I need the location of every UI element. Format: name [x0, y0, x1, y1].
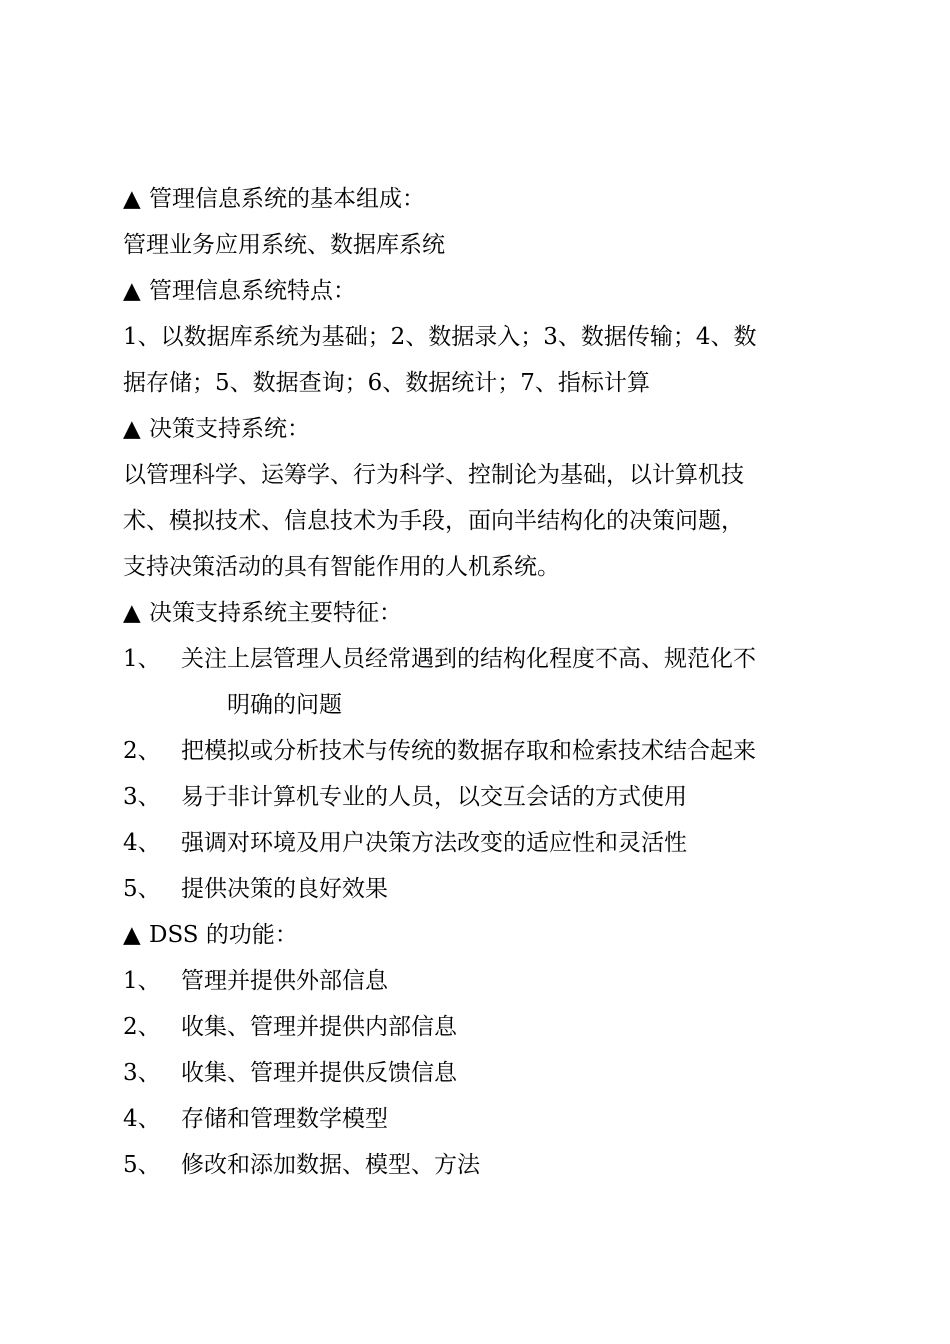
list-number: 3、 [123, 784, 161, 810]
list-number: 5、 [123, 876, 161, 902]
list-item [123, 1050, 835, 1096]
list-text: 易于非计算机专业的人员，以交互会话的方式使用 [181, 784, 687, 810]
list-item [123, 958, 835, 1004]
list-number: 4、 [123, 1106, 161, 1132]
section-heading: ▲ 决策支持系统主要特征： [123, 590, 835, 636]
list-text: 收集、管理并提供反馈信息 [181, 1060, 457, 1086]
paragraph-line: 以管理科学、运筹学、行为科学、控制论为基础，以计算机技 [123, 462, 744, 488]
list-text: 收集、管理并提供内部信息 [181, 1014, 457, 1040]
list-item [123, 1142, 835, 1188]
list-text: 关注上层管理人员经常遇到的结构化程度不高、规范化不 [181, 646, 756, 672]
section-heading: ▲ 管理信息系统的基本组成： [123, 176, 835, 222]
section-heading: ▲ 管理信息系统特点： [123, 268, 835, 314]
list-text: 提供决策的良好效果 [181, 876, 388, 902]
list-number: 4、 [123, 830, 161, 856]
paragraph-line: 1、以数据库系统为基础；2、数据录入；3、数据传输；4、数 [123, 324, 757, 350]
triangle-bullet-icon: ▲ [123, 416, 141, 442]
list-item-continuation [123, 682, 835, 728]
list-item [123, 820, 835, 866]
list-item [123, 866, 835, 912]
triangle-bullet-icon: ▲ [123, 600, 141, 626]
list-item [123, 1096, 835, 1142]
paragraph-line: 支持决策活动的具有智能作用的人机系统。 [123, 554, 560, 580]
list-item [123, 1004, 835, 1050]
list-number: 3、 [123, 1060, 161, 1086]
list-text: 明确的问题 [227, 692, 342, 718]
document-body [123, 176, 835, 1188]
list-number: 5、 [123, 1152, 161, 1178]
list-number: 1、 [123, 968, 161, 994]
list-item [123, 774, 835, 820]
section-heading: ▲ 决策支持系统： [123, 406, 835, 452]
list-number: 1、 [123, 646, 161, 672]
list-text: 修改和添加数据、模型、方法 [181, 1152, 480, 1178]
list-text: 把模拟或分析技术与传统的数据存取和检索技术结合起来 [181, 738, 756, 764]
list-item [123, 728, 835, 774]
list-number: 2、 [123, 1014, 161, 1040]
list-text: 强调对环境及用户决策方法改变的适应性和灵活性 [181, 830, 687, 856]
paragraph-line: 据存储；5、数据查询；6、数据统计；7、指标计算 [123, 370, 650, 396]
paragraph-line: 术、模拟技术、信息技术为手段，面向半结构化的决策问题， [123, 508, 744, 534]
section-heading: ▲ DSS 的功能： [123, 912, 835, 958]
triangle-bullet-icon: ▲ [123, 922, 141, 948]
list-text: 管理并提供外部信息 [181, 968, 388, 994]
triangle-bullet-icon: ▲ [123, 186, 141, 212]
list-text: 存储和管理数学模型 [181, 1106, 388, 1132]
list-number: 2、 [123, 738, 161, 764]
triangle-bullet-icon: ▲ [123, 278, 141, 304]
paragraph-line: 管理业务应用系统、数据库系统 [123, 232, 445, 258]
list-item [123, 636, 835, 682]
